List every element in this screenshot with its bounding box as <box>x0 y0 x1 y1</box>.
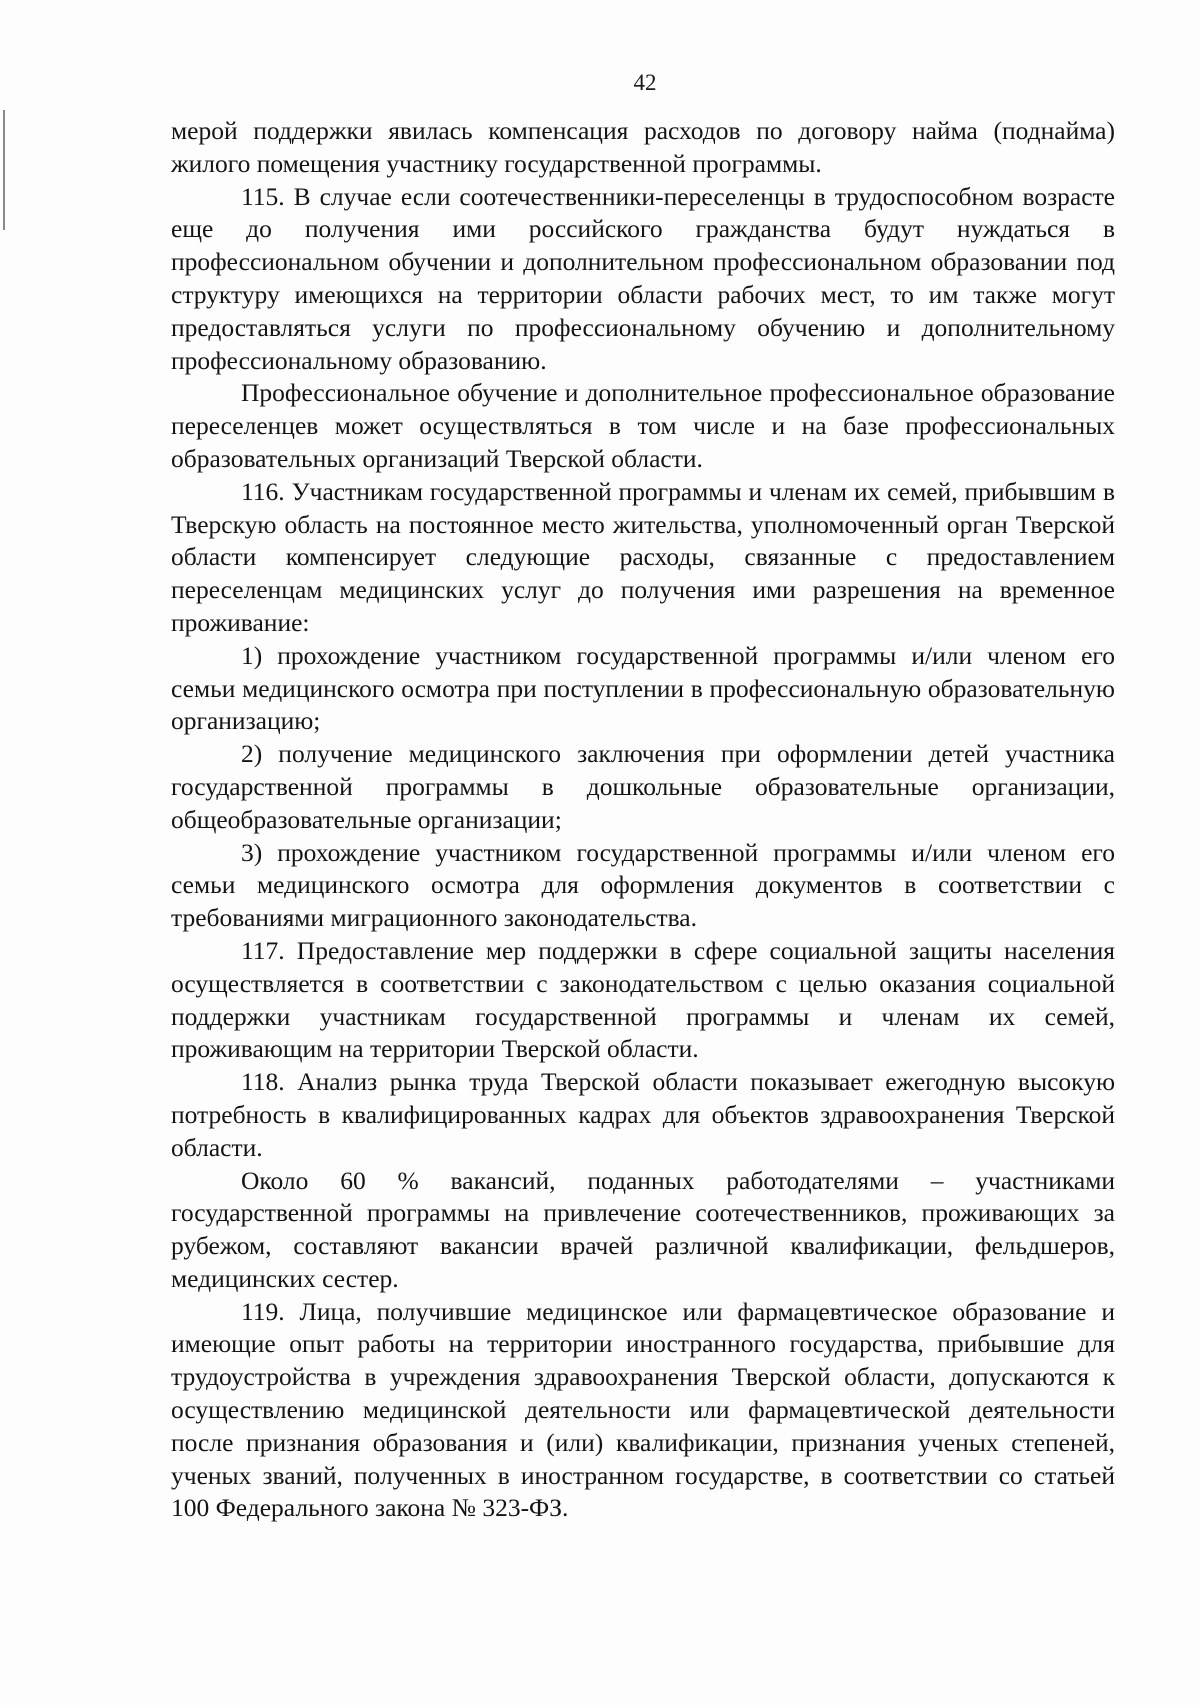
paragraph-118-vacancies: Около 60 % вакансий, поданных работодателями – участниками государственной программы на привлечение соотечественников, проживающих за рубежом, составляют вакансии врачей различной квалификации, фельдшеров, медицинских сестер. <box>171 1165 1115 1293</box>
paragraph-continuation: мерой поддержки явилась компенсация расходов по договору найма (поднайма) жилого помещения участнику государственной программы. <box>171 116 1115 178</box>
paragraph-117: 117. Предоставление мер поддержки в сфере социальной защиты населения осуществляется в соответствии с законодательством с целью оказания социальной поддержки участникам государственной программы и членам их семей, проживающим на территории Тверской области. <box>171 935 1115 1064</box>
document-body <box>171 115 1115 1525</box>
paragraph-118: 118. Анализ рынка труда Тверской области показывает ежегодную высокую потребность в квалифицированных кадрах для объектов здравоохранения Тверской области. <box>171 1067 1115 1162</box>
scan-edge-line <box>3 110 5 230</box>
paragraph-119: 119. Лица, получившие медицинское или фармацевтическое образование и имеющие опыт работы на территории иностранного государства, прибывшие для трудоустройства в учреждения здравоохранения Тверской области, допускаются к осуществлению медицинской деятельности или фармацевтической деятельности после признания образования и (или) квалификации, признания ученых степеней, ученых званий, полученных в иностранном государстве, в соответствии со статьей 100 Федерального закона № 323-ФЗ. <box>171 1296 1115 1523</box>
list-item-1: 1) прохождение участником государственной программы и/или членом его семьи медицинского осмотра при поступлении в профессиональную образовательную организацию; <box>171 640 1115 736</box>
list-item-2: 2) получение медицинского заключения при оформлении детей участника государственной программы в дошкольные образовательные организации, общеобразовательные организации; <box>171 739 1115 834</box>
paragraph-115-vocational: Профессиональное обучение и дополнительное профессиональное образование переселенцев может осуществляться в том числе и на базе профессиональных образовательных организаций Тверской области. <box>171 378 1115 473</box>
list-item-3: 3) прохождение участником государственной программы и/или членом его семьи медицинского осмотра для оформления документов в соответствии с требованиями миграционного законодательства. <box>171 837 1115 933</box>
paragraph-116: 116. Участникам государственной программы и членам их семей, прибывшим в Тверскую область на постоянное место жительства, уполномоченный орган Тверской области компенсирует следующие расходы, связанные с предоставлением переселенцам медицинских услуг до получения ими разрешения на временное проживание: <box>171 476 1115 637</box>
paragraph-115: 115. В случае если соотечественники-переселенцы в трудоспособном возрасте еще до получения ими российского гражданства будут нуждаться в профессиональном обучении и дополнительном профессиональном образовании под структуру имеющихся на территории области рабочих мест, то им также могут предоставляться услуги по профессиональному обучению и дополнительному профессиональному образованию. <box>171 181 1115 375</box>
page-number: 42 <box>633 70 657 95</box>
